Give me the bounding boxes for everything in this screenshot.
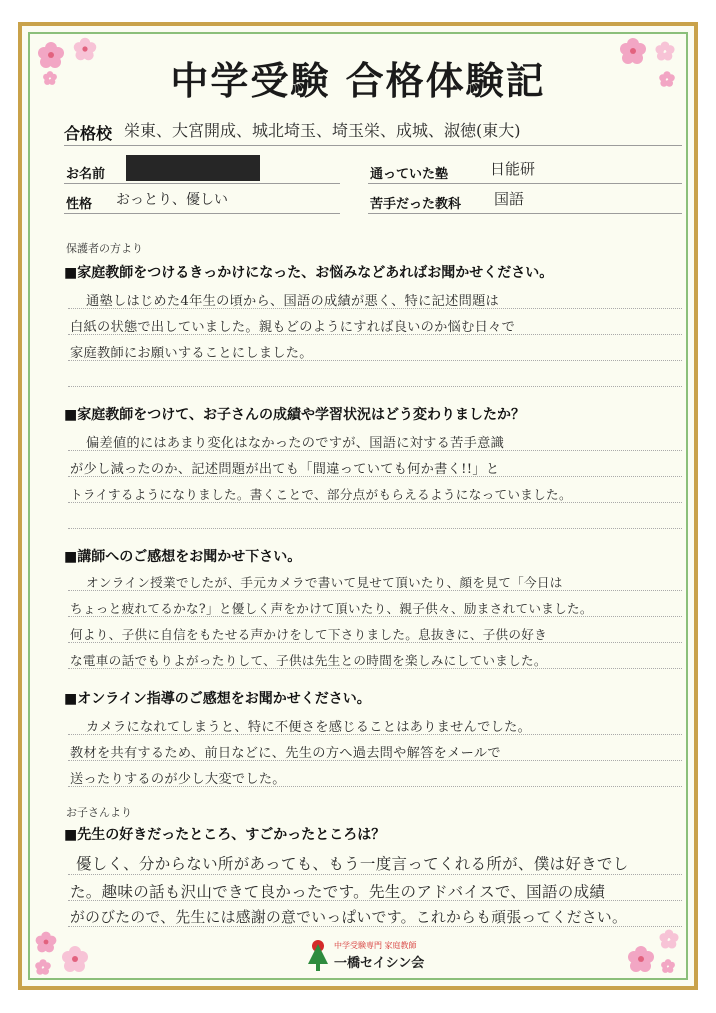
juku-label: 通っていた塾 [370, 167, 449, 182]
ruled-line [68, 450, 682, 451]
answer-line: 何より、子供に自信をもたせる声かけをして下さりました。息抜きに、子供の好き [70, 627, 548, 642]
name-label: お名前 [66, 167, 106, 182]
weak-subject-label: 苦手だった教科 [370, 197, 462, 212]
question-heading: ■講師へのご感想をお聞かせ下さい。 [64, 549, 302, 565]
school-label: 合格校 [64, 124, 113, 143]
ruled-line [68, 502, 682, 503]
name-redaction [126, 155, 260, 181]
ruled-line [68, 668, 682, 669]
answer-line: 白紙の状態で出していました。親もどのようにすれば良いのか悩む日々で [70, 320, 516, 335]
ruled-line [68, 386, 682, 387]
ruled-line [68, 874, 682, 875]
question-heading: ■先生の好きだったところ、すごかったところは？ [64, 827, 386, 843]
answer-line: な電車の話でもりよがったりして、子供は先生との時間を楽しみにしていました。 [70, 653, 547, 668]
tree-logo-icon [306, 938, 330, 972]
ruled-line [68, 590, 682, 591]
answer-line: 偏差値的にはあまり変化はなかったのですが、国語に対する苦手意識 [86, 436, 505, 451]
personality-label: 性格 [66, 197, 93, 212]
flower-icon [626, 944, 656, 974]
answer-line: 優しく、分からない所があっても、もう一度言ってくれる所が、僕は好きでし [76, 855, 629, 873]
weak-subject-value: 国語 [494, 190, 525, 208]
child-section-label: お子さんより [66, 806, 132, 819]
flower-icon [60, 944, 90, 974]
ruled-line [68, 616, 682, 617]
personality-value: おっとり、優しい [116, 192, 228, 208]
answer-line: 教材を共有するため、前日などに、先生の方へ過去問や解答をメールで [70, 746, 501, 761]
question-heading: ■家庭教師をつけるきっかけになった、お悩みなどあればお聞かせください。 [64, 265, 554, 281]
ruled-line [68, 334, 682, 335]
juku-underline [368, 183, 682, 184]
answer-line: がのびたので、先生には感謝の意でいっぱいです。これからも頑張ってください。 [70, 909, 628, 926]
question-heading: ■家庭教師をつけて、お子さんの成績や学習状況はどう変わりましたか？ [64, 407, 525, 423]
juku-value: 日能研 [490, 160, 536, 178]
parent-section-label: 保護者の方より [66, 242, 143, 255]
answer-line: 家庭教師にお願いすることにしました。 [70, 346, 313, 361]
school-underline [64, 145, 682, 146]
answer-line: 送ったりするのが少し大変でした。 [70, 772, 286, 787]
page-title: 中学受験 合格体験記 [170, 59, 546, 103]
flower-icon [34, 958, 52, 976]
ruled-line [68, 528, 682, 529]
school-value: 栄東、大宮開成、城北埼玉、埼玉栄、成城、淑徳(東大) [124, 121, 521, 140]
answer-line: 通塾しはじめた4年生の頃から、国語の成績が悪く、特に記述問題は [86, 294, 500, 309]
ruled-line [68, 642, 682, 643]
ruled-line [68, 786, 682, 787]
logo-name: 一橋セイシン会 [334, 956, 425, 971]
question-heading: ■オンライン指導のご感想をお聞かせください。 [64, 691, 371, 707]
answer-line: カメラになれてしまうと、特に不便さを感じることはありませんでした。 [86, 720, 532, 735]
flower-icon [658, 928, 680, 950]
weak-subject-underline [368, 213, 682, 214]
ruled-line [68, 926, 682, 927]
ruled-line [68, 360, 682, 361]
answer-line: トライするようになりました。書くことで、部分点がもらえるようになっていました。 [70, 487, 572, 502]
ruled-line [68, 900, 682, 901]
answer-line: た。趣味の話も沢山できて良かったです。先生のアドバイスで、国語の成績 [70, 883, 606, 901]
ruled-line [68, 760, 682, 761]
flower-icon [660, 958, 676, 974]
ruled-line [68, 476, 682, 477]
answer-line: ちょっと疲れてるかな?」と優しく声をかけて頂いたり、親子供々、励まされていました。 [70, 601, 593, 616]
brand-logo [306, 938, 426, 972]
answer-line: が少し減ったのか、記述問題が出ても「間違っていても何か書く!!」と [70, 462, 500, 477]
personality-underline [64, 213, 340, 214]
name-underline [64, 183, 340, 184]
flower-icon [34, 930, 58, 954]
logo-tagline: 中学受験専門 家庭教師 [334, 941, 417, 950]
answer-line: オンライン授業でしたが、手元カメラで書いて見せて頂いたり、顔を見て「今日は [86, 575, 563, 590]
ruled-line [68, 308, 682, 309]
ruled-line [68, 734, 682, 735]
